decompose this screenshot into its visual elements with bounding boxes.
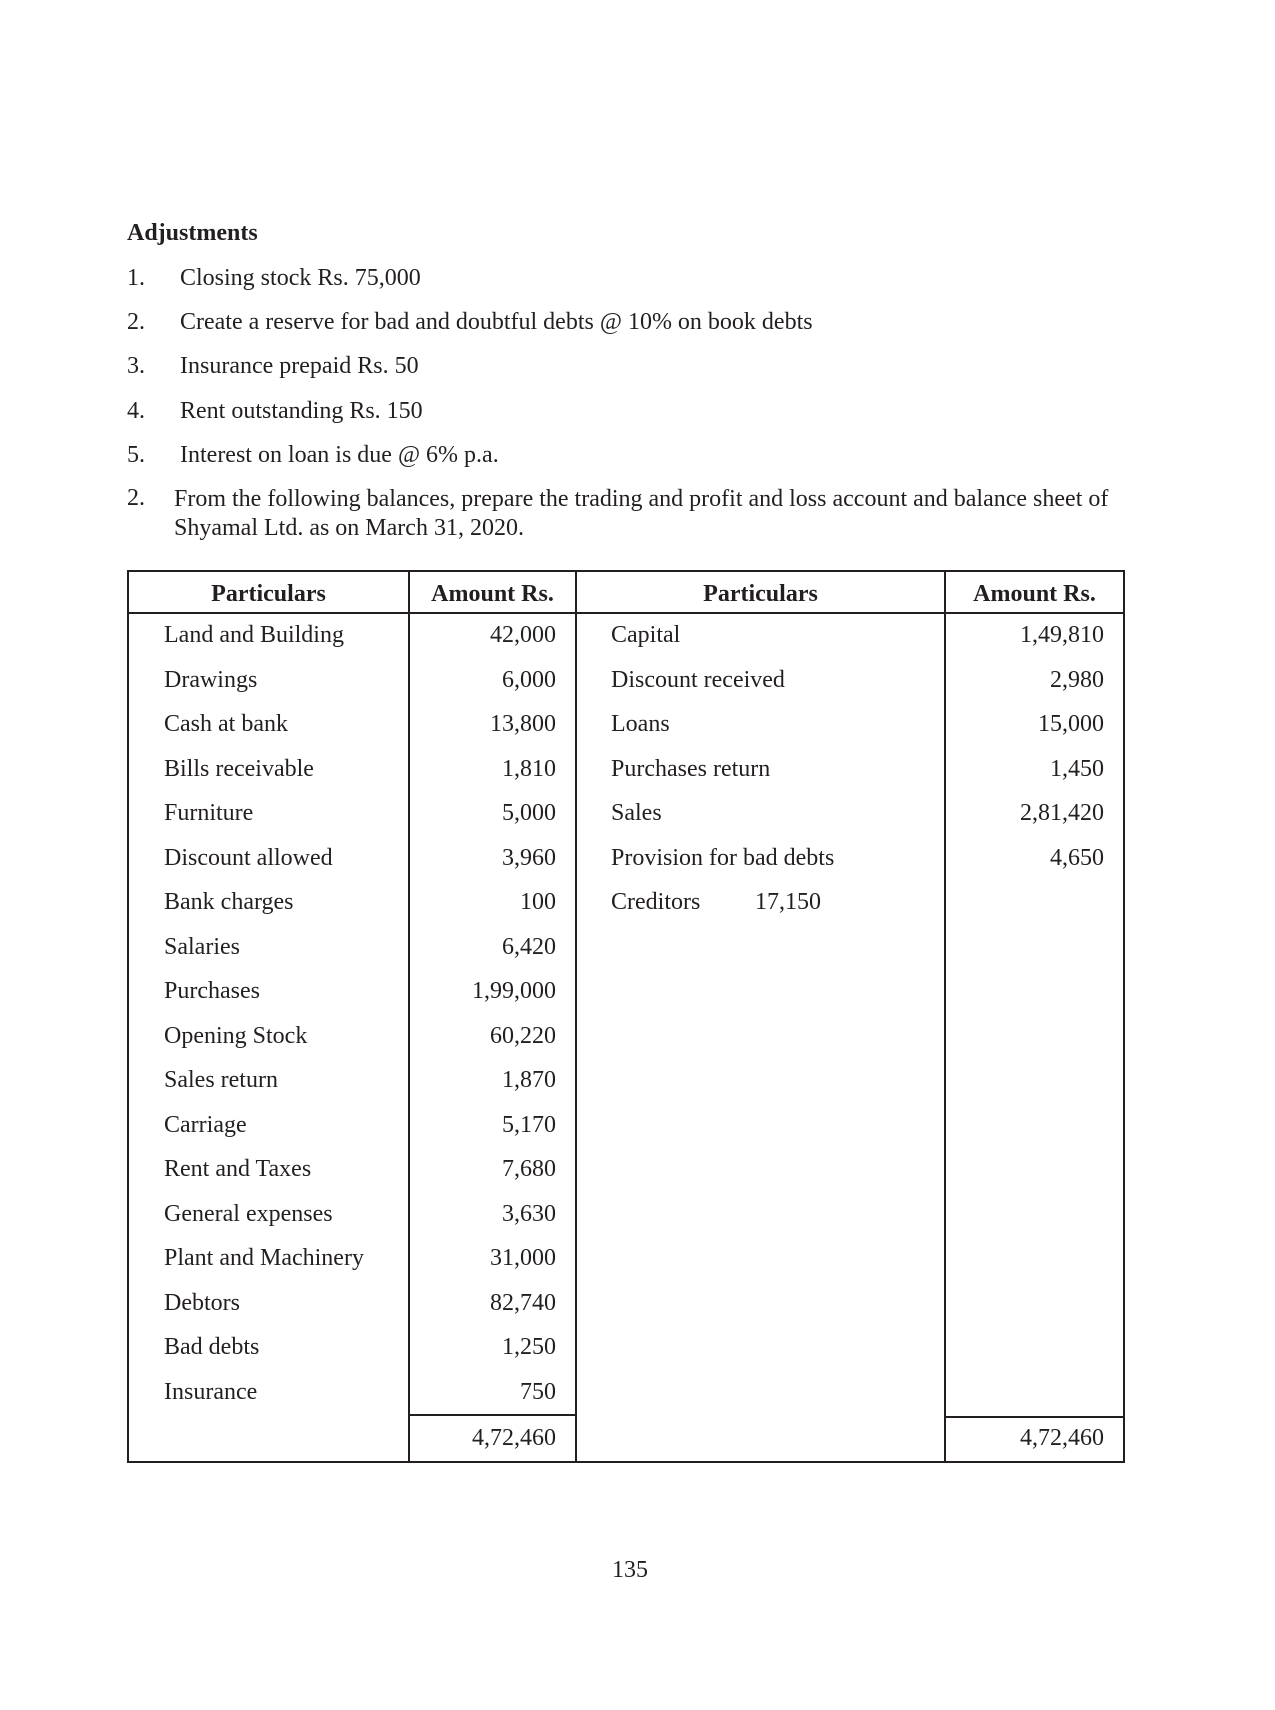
column-divider xyxy=(575,572,577,1461)
question-text: From the following balances, prepare the trading and profit and loss account and balance sheet of Shyamal Ltd. as on March 31, 2020. xyxy=(174,486,1109,541)
right-row-label: Loans xyxy=(611,711,670,737)
left-row-amount: 100 xyxy=(520,889,556,915)
right-row-label: Discount received xyxy=(611,666,785,693)
left-row-amount: 1,99,000 xyxy=(472,978,556,1004)
adjustment-item: 5. Interest on loan is due @ 6% p.a. xyxy=(127,442,499,468)
adjustment-item: 3. Insurance prepaid Rs. 50 xyxy=(127,353,419,379)
left-row-label: Purchases xyxy=(164,978,260,1004)
left-row-label: Debtors xyxy=(164,1289,240,1316)
balances-table xyxy=(127,570,1125,1463)
right-row-amount: 2,980 xyxy=(1050,666,1104,693)
left-row-label: Discount allowed xyxy=(164,844,333,871)
left-row-amount: 60,220 xyxy=(490,1022,556,1049)
right-total-rule xyxy=(944,1416,1123,1418)
right-row-amount: 1,450 xyxy=(1050,755,1104,782)
question-number: 2. xyxy=(127,485,145,511)
left-total: 4,72,460 xyxy=(472,1425,556,1451)
left-row-amount: 7,680 xyxy=(502,1156,556,1182)
left-row-label: Plant and Machinery xyxy=(164,1245,364,1271)
left-row-amount: 42,000 xyxy=(490,622,556,648)
left-row-amount: 31,000 xyxy=(490,1245,556,1271)
left-row-amount: 13,800 xyxy=(490,711,556,737)
left-row-label: Furniture xyxy=(164,800,254,826)
header-particulars-left: Particulars xyxy=(211,581,326,607)
left-row-amount: 5,170 xyxy=(502,1111,556,1138)
left-row-amount: 82,740 xyxy=(490,1289,556,1316)
right-row-label: Capital xyxy=(611,622,681,648)
right-row-label: Sales xyxy=(611,800,662,826)
adjustments-heading: Adjustments xyxy=(127,220,258,246)
left-row-label: Rent and Taxes xyxy=(164,1156,312,1182)
header-amount-right: Amount Rs. xyxy=(973,581,1096,607)
right-row-label: Creditors xyxy=(611,889,701,915)
left-row-amount: 6,420 xyxy=(502,933,556,960)
right-row-amount: 2,81,420 xyxy=(1020,800,1104,826)
right-row-label: Provision for bad debts xyxy=(611,844,835,871)
left-row-label: Salaries xyxy=(164,933,240,960)
left-row-amount: 3,960 xyxy=(502,844,556,871)
left-row-amount: 5,000 xyxy=(502,800,556,826)
right-row-amount: 1,49,810 xyxy=(1020,622,1104,648)
left-row-amount: 1,870 xyxy=(502,1067,556,1093)
left-row-label: Bank charges xyxy=(164,889,294,915)
header-rule xyxy=(129,612,1123,614)
left-row-amount: 1,810 xyxy=(502,755,556,782)
right-total: 4,72,460 xyxy=(1020,1425,1104,1451)
left-row-label: Land and Building xyxy=(164,622,344,648)
left-row-label: Sales return xyxy=(164,1067,278,1093)
adjustment-item: 1. Closing stock Rs. 75,000 xyxy=(127,265,421,291)
left-row-amount: 3,630 xyxy=(502,1200,556,1227)
left-row-label: Drawings xyxy=(164,666,258,693)
column-divider xyxy=(408,572,410,1461)
left-row-label: General expenses xyxy=(164,1200,333,1227)
header-amount-left: Amount Rs. xyxy=(431,581,554,607)
header-particulars-right: Particulars xyxy=(703,581,818,607)
left-row-label: Cash at bank xyxy=(164,711,288,737)
left-row-label: Insurance xyxy=(164,1378,258,1405)
left-row-label: Bad debts xyxy=(164,1334,260,1360)
right-row-label: Purchases return xyxy=(611,755,771,782)
right-row-inline-amount: 17,150 xyxy=(755,889,821,915)
left-row-label: Opening Stock xyxy=(164,1022,308,1049)
left-row-amount: 750 xyxy=(520,1378,556,1405)
column-divider xyxy=(944,572,946,1461)
right-row-amount: 4,650 xyxy=(1050,844,1104,871)
adjustment-item: 4. Rent outstanding Rs. 150 xyxy=(127,398,423,424)
left-row-label: Carriage xyxy=(164,1111,247,1138)
adjustment-item: 2. Create a reserve for bad and doubtful debts @ 10% on book debts xyxy=(127,309,813,335)
right-row-amount: 15,000 xyxy=(1038,711,1104,737)
left-total-rule xyxy=(408,1414,575,1416)
left-row-amount: 6,000 xyxy=(502,666,556,693)
left-row-label: Bills receivable xyxy=(164,755,314,782)
page-number: 135 xyxy=(612,1557,648,1583)
left-row-amount: 1,250 xyxy=(502,1334,556,1360)
